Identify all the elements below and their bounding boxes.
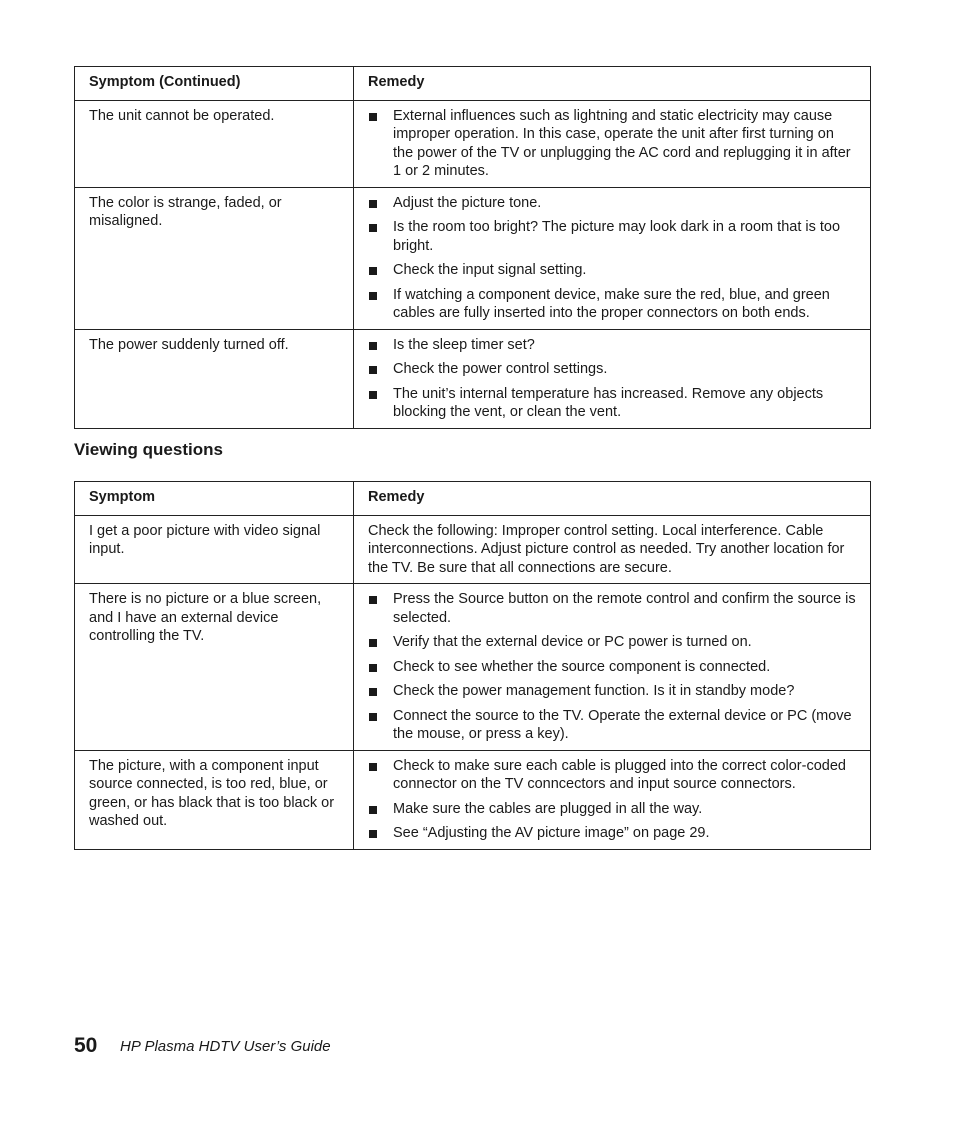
remedy-item: See “Adjusting the AV picture image” on page 29. xyxy=(368,824,856,843)
remedy-cell xyxy=(354,100,871,187)
page-number: 50 xyxy=(74,1034,98,1057)
table-header-row xyxy=(75,482,871,516)
table-row xyxy=(75,100,871,187)
remedy-item: Adjust the picture tone. xyxy=(368,194,856,213)
symptom-cell: There is no picture or a blue screen, and I have an external device controlling the TV. xyxy=(75,584,354,751)
symptom-cell: The picture, with a component input source connected, is too red, blue, or green, or has black that is too black or washed out. xyxy=(75,750,354,849)
symptom-cell: The unit cannot be operated. xyxy=(75,100,354,187)
table-row xyxy=(75,329,871,428)
symptom-cell: The color is strange, faded, or misaligned. xyxy=(75,187,354,329)
remedy-cell xyxy=(354,187,871,329)
remedy-item: Check the power control settings. xyxy=(368,360,856,379)
remedy-item: Is the sleep timer set? xyxy=(368,336,856,355)
remedy-item: External influences such as lightning and static electricity may cause improper operation. In this case, operate the unit after first turning on the power of the TV or unplugging the AC cord and replugging it in after 1 or 2 minutes. xyxy=(368,107,856,181)
remedy-cell xyxy=(354,329,871,428)
remedy-item: Check the input signal setting. xyxy=(368,261,856,280)
remedy-list xyxy=(368,107,856,181)
table-header-row xyxy=(75,67,871,101)
section-heading: Viewing questions xyxy=(74,440,223,459)
remedy-item: Check to see whether the source component is connected. xyxy=(368,658,856,677)
table-row xyxy=(75,584,871,751)
remedy-list xyxy=(368,336,856,422)
remedy-cell xyxy=(354,584,871,751)
troubleshooting-table-continued xyxy=(74,66,871,429)
guide-title: HP Plasma HDTV User’s Guide xyxy=(120,1038,331,1055)
symptom-cell: The power suddenly turned off. xyxy=(75,329,354,428)
remedy-item: Make sure the cables are plugged in all the way. xyxy=(368,800,856,819)
remedy-item: Check to make sure each cable is plugged into the correct color-coded connector on the TV conncectors and input source connectors. xyxy=(368,757,856,794)
table-row xyxy=(75,187,871,329)
viewing-questions-table xyxy=(74,481,871,850)
remedy-cell xyxy=(354,750,871,849)
table-row xyxy=(75,750,871,849)
symptom-column-header: Symptom (Continued) xyxy=(75,67,354,101)
remedy-item: Press the Source button on the remote control and confirm the source is selected. xyxy=(368,590,856,627)
remedy-list xyxy=(368,590,856,744)
symptom-cell: I get a poor picture with video signal input. xyxy=(75,515,354,584)
remedy-cell: Check the following: Improper control setting. Local interference. Cable interconnections. Adjust picture control as needed. Try another location for the TV. Be sure that all connections are secure. xyxy=(354,515,871,584)
symptom-column-header: Symptom xyxy=(75,482,354,516)
remedy-list xyxy=(368,194,856,323)
remedy-item: Is the room too bright? The picture may look dark in a room that is too bright. xyxy=(368,218,856,255)
remedy-item: The unit’s internal temperature has increased. Remove any objects blocking the vent, or clean the vent. xyxy=(368,385,856,422)
remedy-item: Connect the source to the TV. Operate the external device or PC (move the mouse, or press a key). xyxy=(368,707,856,744)
remedy-item: If watching a component device, make sure the red, blue, and green cables are fully inserted into the proper connectors on both ends. xyxy=(368,286,856,323)
remedy-item: Check the power management function. Is it in standby mode? xyxy=(368,682,856,701)
remedy-list xyxy=(368,757,856,843)
remedy-column-header: Remedy xyxy=(354,67,871,101)
remedy-item: Verify that the external device or PC power is turned on. xyxy=(368,633,856,652)
table-row xyxy=(75,515,871,584)
remedy-column-header: Remedy xyxy=(354,482,871,516)
